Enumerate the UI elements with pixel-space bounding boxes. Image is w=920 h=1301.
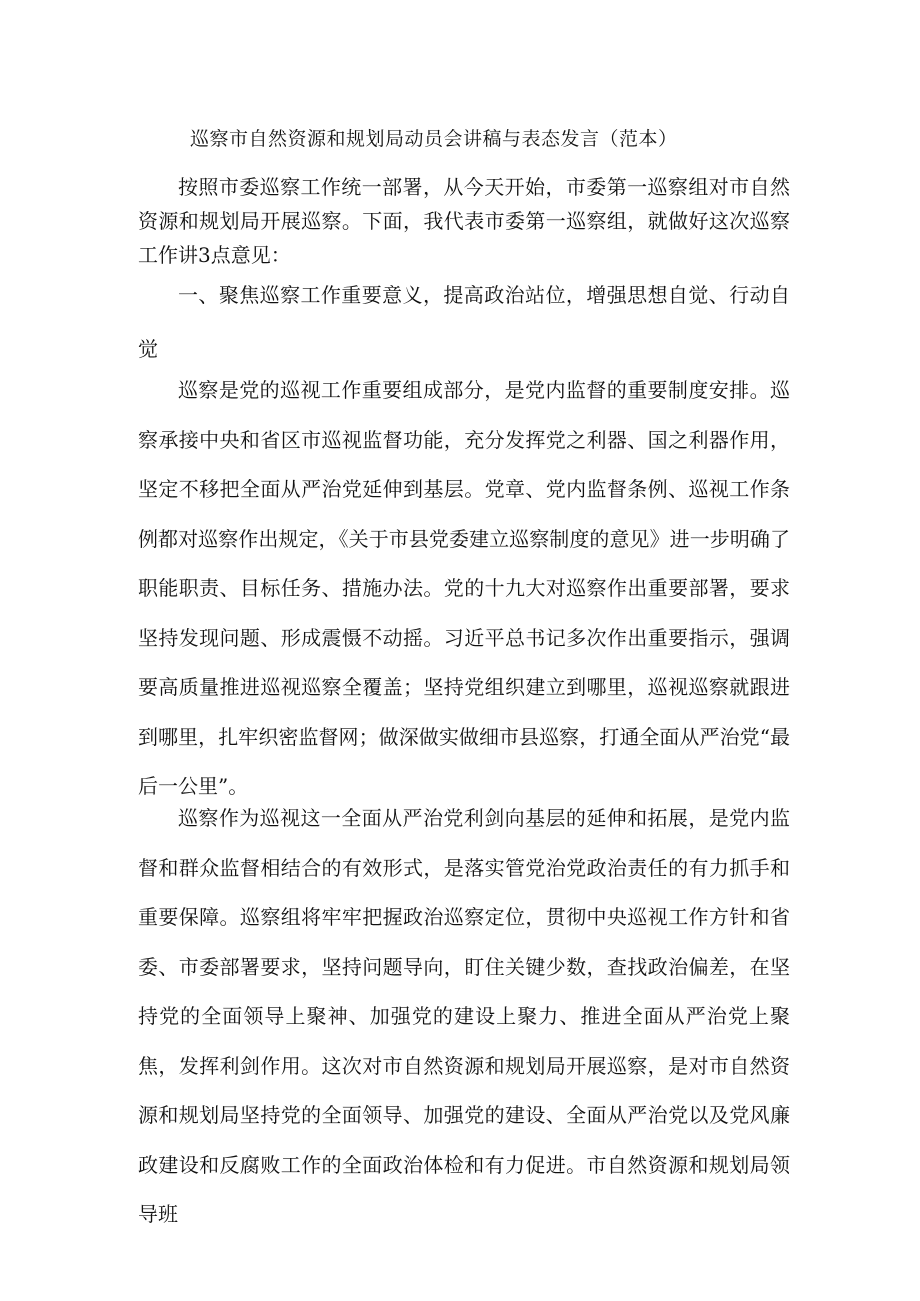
body-paragraph-1: 巡察是党的巡视工作重要组成部分，是党内监督的重要制度安排。巡察承接中央和省区市巡视监督功能，充分发挥党之利器、国之利器作用，坚定不移把全面从严治党延伸到基层。党章、党内监督条例、巡视工作条例都对巡察作出规定，《关于市县党委建立巡察制度的意见》进一步明确了职能职责、目标任务、措施办法。党的十九大对巡察作出重要部署，要求坚持发现问题、形成震慑不动摇。习近平总书记多次作出重要指示，强调要高质量推进巡视巡察全覆盖；坚持党组织建立到哪里，巡视巡察就跟进到哪里，扎牢织密监督网；做深做实做细市县巡察，打通全面从严治党“最后一公里”。 [138,378,790,798]
document-title: 巡察市自然资源和规划局动员会讲稿与表态发言（范本） [190,128,678,150]
section-heading-1: 一、聚焦巡察工作重要意义，提高政治站位，增强思想自觉、行动自觉 [138,283,790,361]
intro-paragraph: 按照市委巡察工作统一部署，从今天开始，市委第一巡察组对市自然资源和规划局开展巡察。下面，我代表市委第一巡察组，就做好这次巡察工作讲3点意见： [138,175,790,267]
body-paragraph-2: 巡察作为巡视这一全面从严治党利剑向基层的延伸和拓展，是党内监督和群众监督相结合的有效形式，是落实管党治党政治责任的有力抓手和重要保障。巡察组将牢牢把握政治巡察定位，贯彻中央巡视工作方针和省委、市委部署要求，坚持问题导向，盯住关键少数，查找政治偏差，在坚持党的全面领导上聚神、加强党的建设上聚力、推进全面从严治党上聚焦，发挥利剑作用。这次对市自然资源和规划局开展巡察，是对市自然资源和规划局坚持党的全面领导、加强党的建设、全面从严治党以及党风廉政建设和反腐败工作的全面政治体检和有力促进。市自然资源和规划局领导班 [138,806,790,1226]
